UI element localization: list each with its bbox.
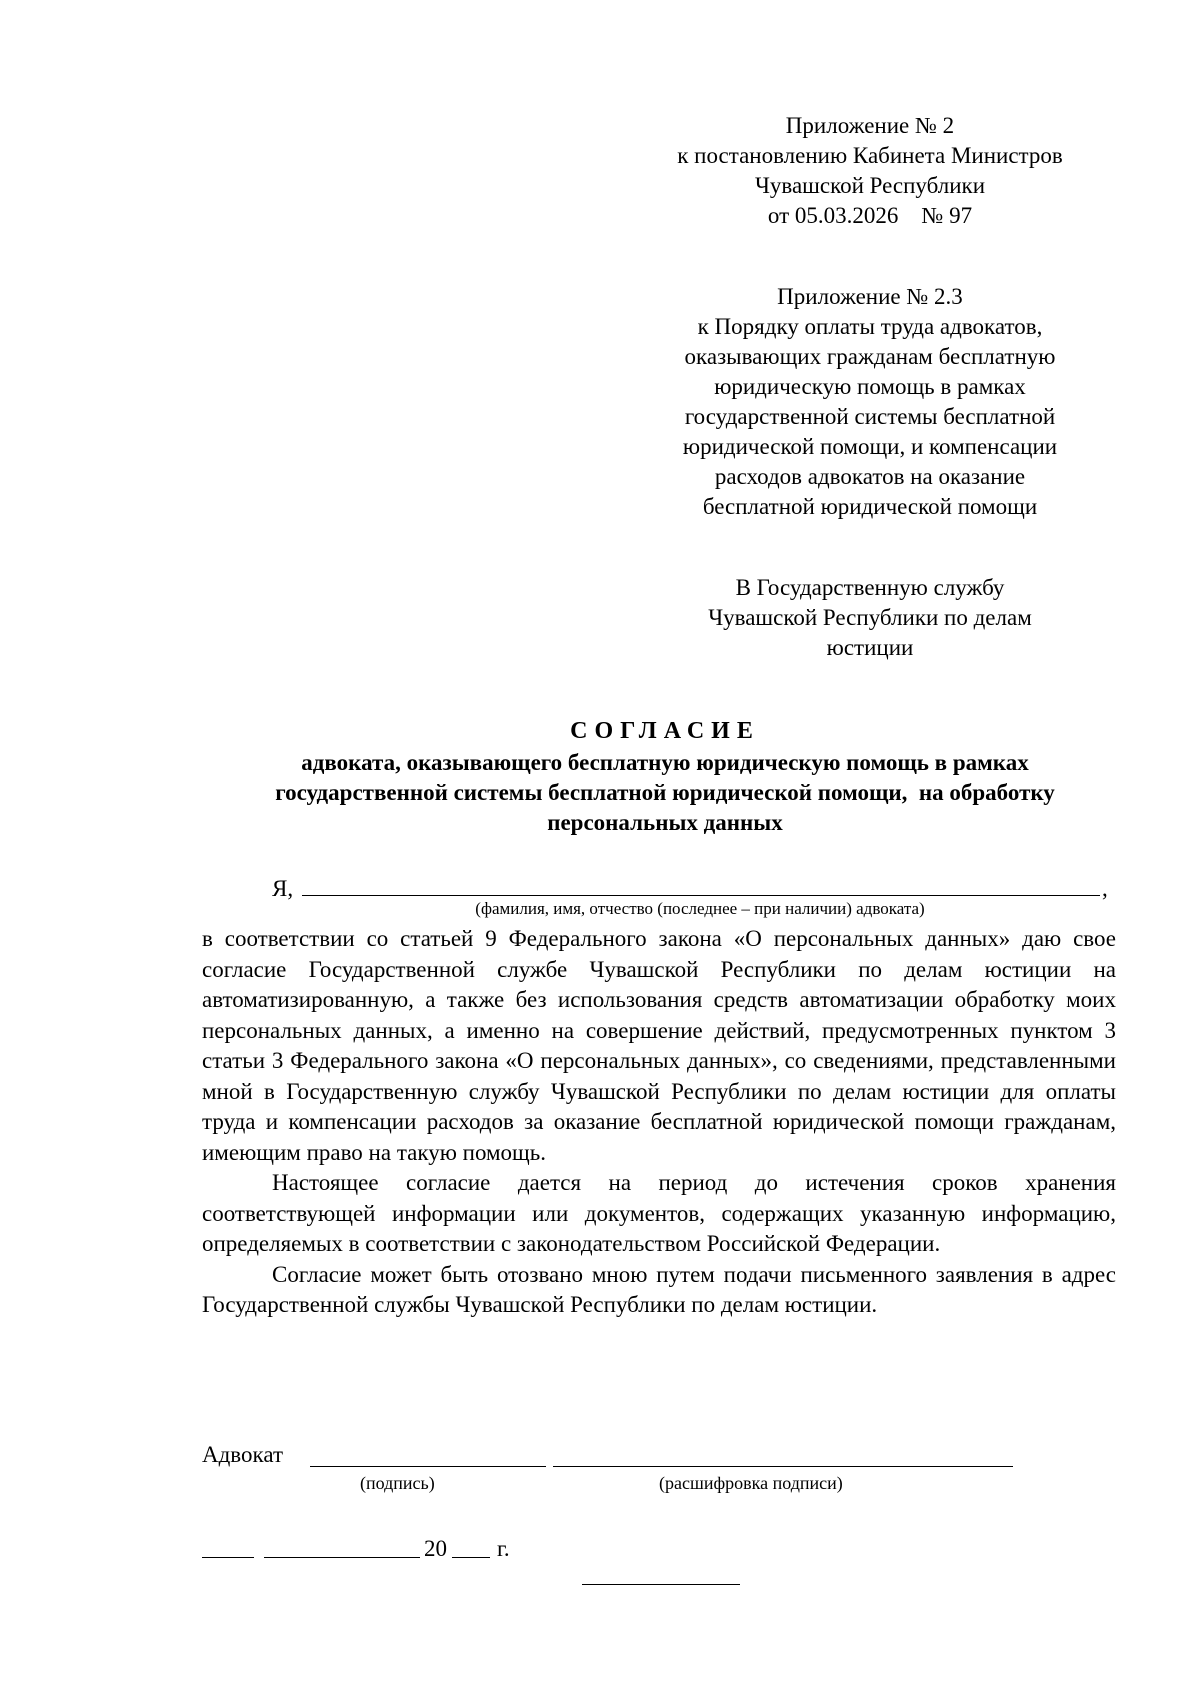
- consent-paragraph-2: Настоящее согласие дается на период до истечения сроков хранения соответствующей информации или документов, содержащих указанную информацию, определяемых в соответствии с законодательством Российской Федерации.: [202, 1170, 1116, 1256]
- signature-decode-caption: (расшифровка подписи): [659, 1473, 843, 1493]
- subtitle-line: адвоката, оказывающего бесплатную юридическую помощь в рамках: [301, 750, 1029, 775]
- appendix-2-3-line: расходов адвокатов на оказание: [714, 464, 1026, 489]
- ya-comma: ,: [1102, 876, 1108, 901]
- consent-paragraph-1: в соответствии со статьей 9 Федерального закона «О персональных данных» даю свое согласие Государственной службе Чувашской Республики по делам юстиции на автоматизированную, а также без использования средств автоматизации обработку моих персональных данных, а именно на совершение действий, предусмотренных пунктом 3 статьи 3 Федерального закона «О персональных данных», со сведениями, представленными мной в Государственную службу Чувашской Республики по делам юстиции для оплаты труда и компенсации расходов за оказание бесплатной юридической помощи гражданам, имеющим право на такую помощь.: [202, 926, 1116, 1165]
- consent-paragraph-3: Согласие может быть отозвано мною путем подачи письменного заявления в адрес Государственной службы Чувашской Республики по делам юстиции.: [202, 1261, 1116, 1317]
- appendix-2-3-line: к Порядку оплаты труда адвокатов,: [697, 314, 1043, 339]
- addressee-line: Чувашской Республики по делам: [708, 605, 1032, 630]
- signature-decode-blank-line[interactable]: [553, 1466, 1013, 1467]
- date-year-suffix: г.: [497, 1536, 510, 1561]
- appendix-2-3-line: юридическую помощь в рамках: [714, 374, 1026, 399]
- appendix-2-line: от 05.03.2026 № 97: [767, 203, 973, 228]
- signature-caption: (подпись): [360, 1473, 435, 1493]
- appendix-2-line: к постановлению Кабинета Министров: [677, 143, 1063, 168]
- document-subtitle: [205, 748, 1125, 838]
- appendix-2-3-line: оказывающих гражданам бесплатную: [684, 344, 1056, 369]
- full-name-blank-line[interactable]: [302, 895, 1100, 896]
- appendix-2-header: [640, 111, 1100, 231]
- appendix-2-3-line: юридической помощи, и компенсации: [682, 434, 1058, 459]
- ya-label: Я,: [272, 876, 294, 901]
- appendix-2-3-line: бесплатной юридической помощи: [702, 494, 1038, 519]
- lawyer-label: Адвокат: [202, 1442, 284, 1467]
- date-year-blank-line[interactable]: [452, 1557, 490, 1558]
- addressee-line: юстиции: [826, 635, 914, 660]
- full-name-caption: (фамилия, имя, отчество (последнее – при наличии) адвоката): [475, 899, 925, 918]
- appendix-2-3-line: государственной системы бесплатной: [684, 404, 1056, 429]
- document-title: СОГЛАСИЕ: [570, 718, 760, 744]
- signature-blank-line[interactable]: [310, 1466, 546, 1467]
- appendix-2-line: Приложение № 2: [785, 113, 955, 138]
- date-year-prefix: 20: [424, 1536, 447, 1561]
- appendix-2-line: Чувашской Республики: [754, 173, 986, 198]
- addressee-line: В Государственную службу: [735, 575, 1005, 600]
- date-month-blank-line[interactable]: [264, 1557, 420, 1558]
- addressee-block: [640, 573, 1100, 663]
- subtitle-line: государственной системы бесплатной юридической помощи, на обработку: [275, 780, 1055, 805]
- appendix-2-3-line: Приложение № 2.3: [777, 284, 963, 309]
- appendix-2-3-header: [640, 282, 1100, 522]
- closing-divider: [582, 1584, 740, 1585]
- date-day-blank-line[interactable]: [202, 1557, 254, 1558]
- subtitle-line: персональных данных: [547, 810, 783, 835]
- consent-body: [202, 924, 1116, 1321]
